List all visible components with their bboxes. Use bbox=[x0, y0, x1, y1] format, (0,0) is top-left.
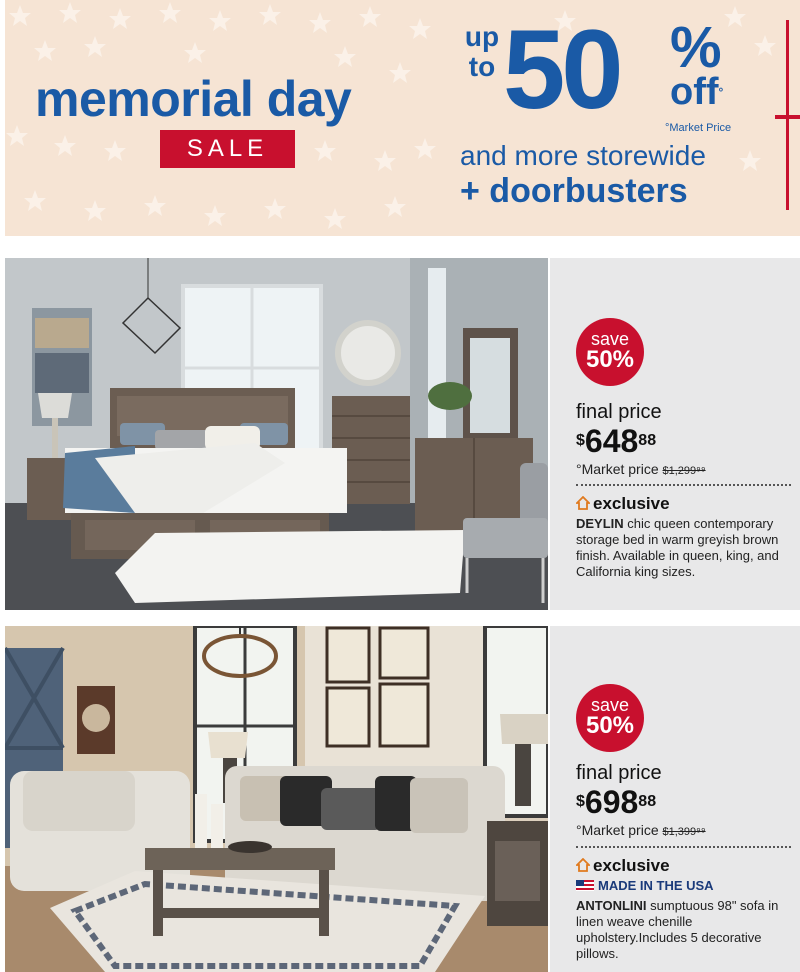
save-word: save bbox=[590, 329, 630, 349]
dotted-divider bbox=[576, 484, 791, 486]
house-icon bbox=[576, 858, 590, 872]
final-price bbox=[576, 425, 656, 457]
market-price bbox=[576, 461, 706, 477]
product-info-panel bbox=[550, 626, 800, 972]
market-price-value: $1,399⁹⁹ bbox=[662, 826, 706, 838]
final-price-label: final price bbox=[576, 762, 662, 784]
market-price-note: °Market Price bbox=[665, 122, 732, 134]
price-cents: 88 bbox=[638, 432, 657, 449]
market-price-label: °Market price bbox=[576, 461, 659, 477]
sale-banner bbox=[5, 0, 800, 236]
product-desc-text: sumptuous 98" sofa in linen weave chenille upholstery.Includes 5 decorative pillows. bbox=[576, 898, 779, 961]
product-info-panel bbox=[550, 258, 800, 610]
doorbusters-text: + doorbusters bbox=[460, 172, 688, 210]
price-dollar-sign: $ bbox=[576, 793, 585, 810]
market-price-label: °Market price bbox=[576, 822, 659, 838]
product-name: ANTONLINI bbox=[576, 898, 647, 913]
product-description bbox=[576, 898, 791, 962]
percent-sign: % bbox=[670, 15, 722, 80]
market-price bbox=[576, 822, 706, 838]
living-room-photo[interactable] bbox=[5, 626, 548, 972]
market-price-value: $1,299⁹⁹ bbox=[662, 465, 706, 477]
save-word: save bbox=[590, 695, 630, 715]
made-in-usa-text: MADE IN THE USA bbox=[598, 878, 714, 893]
price-main: 698 bbox=[584, 784, 639, 820]
save-badge bbox=[576, 318, 644, 386]
off-text bbox=[670, 72, 723, 112]
usa-flag-icon bbox=[576, 880, 594, 891]
sale-label: SALE bbox=[160, 130, 295, 168]
final-price-label: final price bbox=[576, 401, 662, 423]
house-icon bbox=[576, 496, 590, 510]
price-main: 648 bbox=[584, 423, 639, 459]
dotted-divider bbox=[576, 846, 791, 848]
price-cents: 88 bbox=[638, 793, 657, 810]
save-percent: 50% bbox=[585, 346, 635, 373]
product-antonlini[interactable] bbox=[5, 626, 800, 972]
made-in-usa bbox=[576, 878, 714, 893]
product-name: DEYLIN bbox=[576, 516, 624, 531]
save-percent: 50% bbox=[585, 712, 635, 739]
red-plus-bar bbox=[775, 115, 800, 119]
exclusive-text: exclusive bbox=[593, 494, 670, 513]
discount-amount: 50 bbox=[503, 7, 620, 132]
off-degree-mark: ° bbox=[718, 85, 724, 99]
product-deylin[interactable] bbox=[5, 258, 800, 610]
product-desc-text: chic queen contemporary storage bed in warm greyish brown finish. Available in queen, king, and California king sizes. bbox=[576, 516, 779, 579]
final-price bbox=[576, 786, 656, 818]
banner-title: memorial day bbox=[35, 71, 352, 127]
price-dollar-sign: $ bbox=[576, 432, 585, 449]
off-word: off bbox=[670, 71, 719, 113]
bedroom-photo[interactable] bbox=[5, 258, 548, 610]
storewide-text: and more storewide bbox=[460, 140, 706, 171]
up-to-text: up to bbox=[464, 21, 500, 82]
exclusive-tag bbox=[576, 856, 670, 876]
save-badge bbox=[576, 684, 644, 752]
exclusive-tag bbox=[576, 494, 670, 514]
product-description bbox=[576, 516, 791, 580]
exclusive-text: exclusive bbox=[593, 856, 670, 875]
